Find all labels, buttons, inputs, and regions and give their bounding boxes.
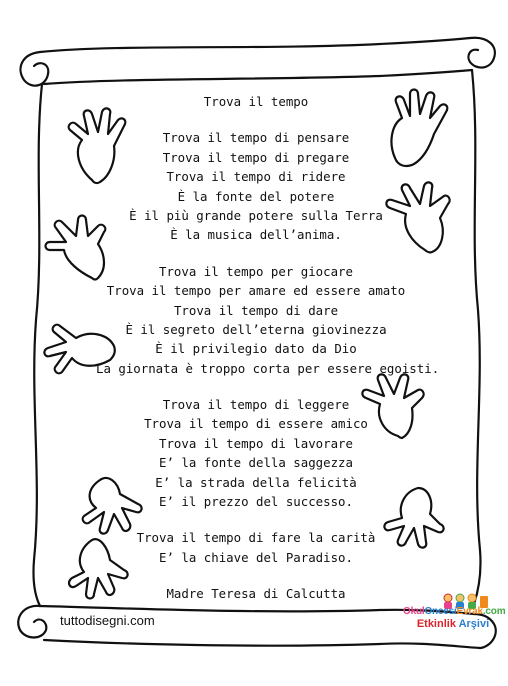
poem-line: Trova il tempo per giocare bbox=[159, 263, 353, 279]
stanza-3 bbox=[96, 395, 416, 511]
stanza-1 bbox=[96, 128, 416, 244]
poem-line: È il privilegio dato da Dio bbox=[155, 341, 357, 357]
watermark-site bbox=[403, 606, 506, 617]
watermark-part: Evrak bbox=[456, 606, 483, 617]
watermark-part: .com bbox=[482, 606, 506, 617]
top-scroll-roll bbox=[21, 38, 495, 86]
stanza-4 bbox=[96, 528, 416, 567]
poem-line: Trova il tempo di fare la carità bbox=[136, 530, 376, 546]
poem-line: E’ la fonte della saggezza bbox=[159, 455, 353, 471]
watermark-part: Arşivi bbox=[455, 618, 490, 630]
site-credit: tuttodisegni.com bbox=[60, 613, 155, 628]
poem-line: E’ la strada della felicità bbox=[155, 474, 357, 490]
poem-author: Madre Teresa di Calcutta bbox=[166, 586, 346, 602]
poem-line: La giornata è troppo corta per essere egoisti. bbox=[96, 360, 440, 376]
watermark-part: Okul bbox=[403, 606, 425, 617]
poem-line: Trova il tempo di ridere bbox=[166, 169, 346, 185]
poem-line: Trova il tempo di lavorare bbox=[159, 435, 353, 451]
poem-line: Trova il tempo di leggere bbox=[162, 397, 350, 413]
poem-line: Trova il tempo per amare ed essere amato bbox=[106, 283, 406, 299]
poem-line: Trova il tempo di pensare bbox=[162, 130, 350, 146]
poem-line: È il più grande potere sulla Terra bbox=[129, 207, 383, 223]
poem-line: È la fonte del potere bbox=[177, 188, 335, 204]
watermark-part: Oncesi bbox=[424, 606, 457, 617]
stanza-2 bbox=[96, 262, 440, 378]
poem-line: Trova il tempo di pregare bbox=[162, 149, 350, 165]
poem-line: È la musica dell’anima. bbox=[170, 227, 342, 243]
poem-line: Trova il tempo di essere amico bbox=[144, 416, 368, 432]
poem bbox=[96, 92, 440, 604]
poem-line: Trova il tempo di dare bbox=[173, 302, 339, 318]
watermark-subtitle bbox=[403, 618, 503, 630]
watermark-part: Etkinlik bbox=[416, 618, 456, 630]
poem-line: È il segreto dell’eterna giovinezza bbox=[125, 321, 387, 337]
poem-line: E’ la chiave del Paradiso. bbox=[159, 549, 353, 565]
poem-line: E’ il prezzo del successo. bbox=[159, 494, 353, 510]
watermark bbox=[403, 606, 506, 630]
poem-title: Trova il tempo bbox=[203, 94, 309, 109]
